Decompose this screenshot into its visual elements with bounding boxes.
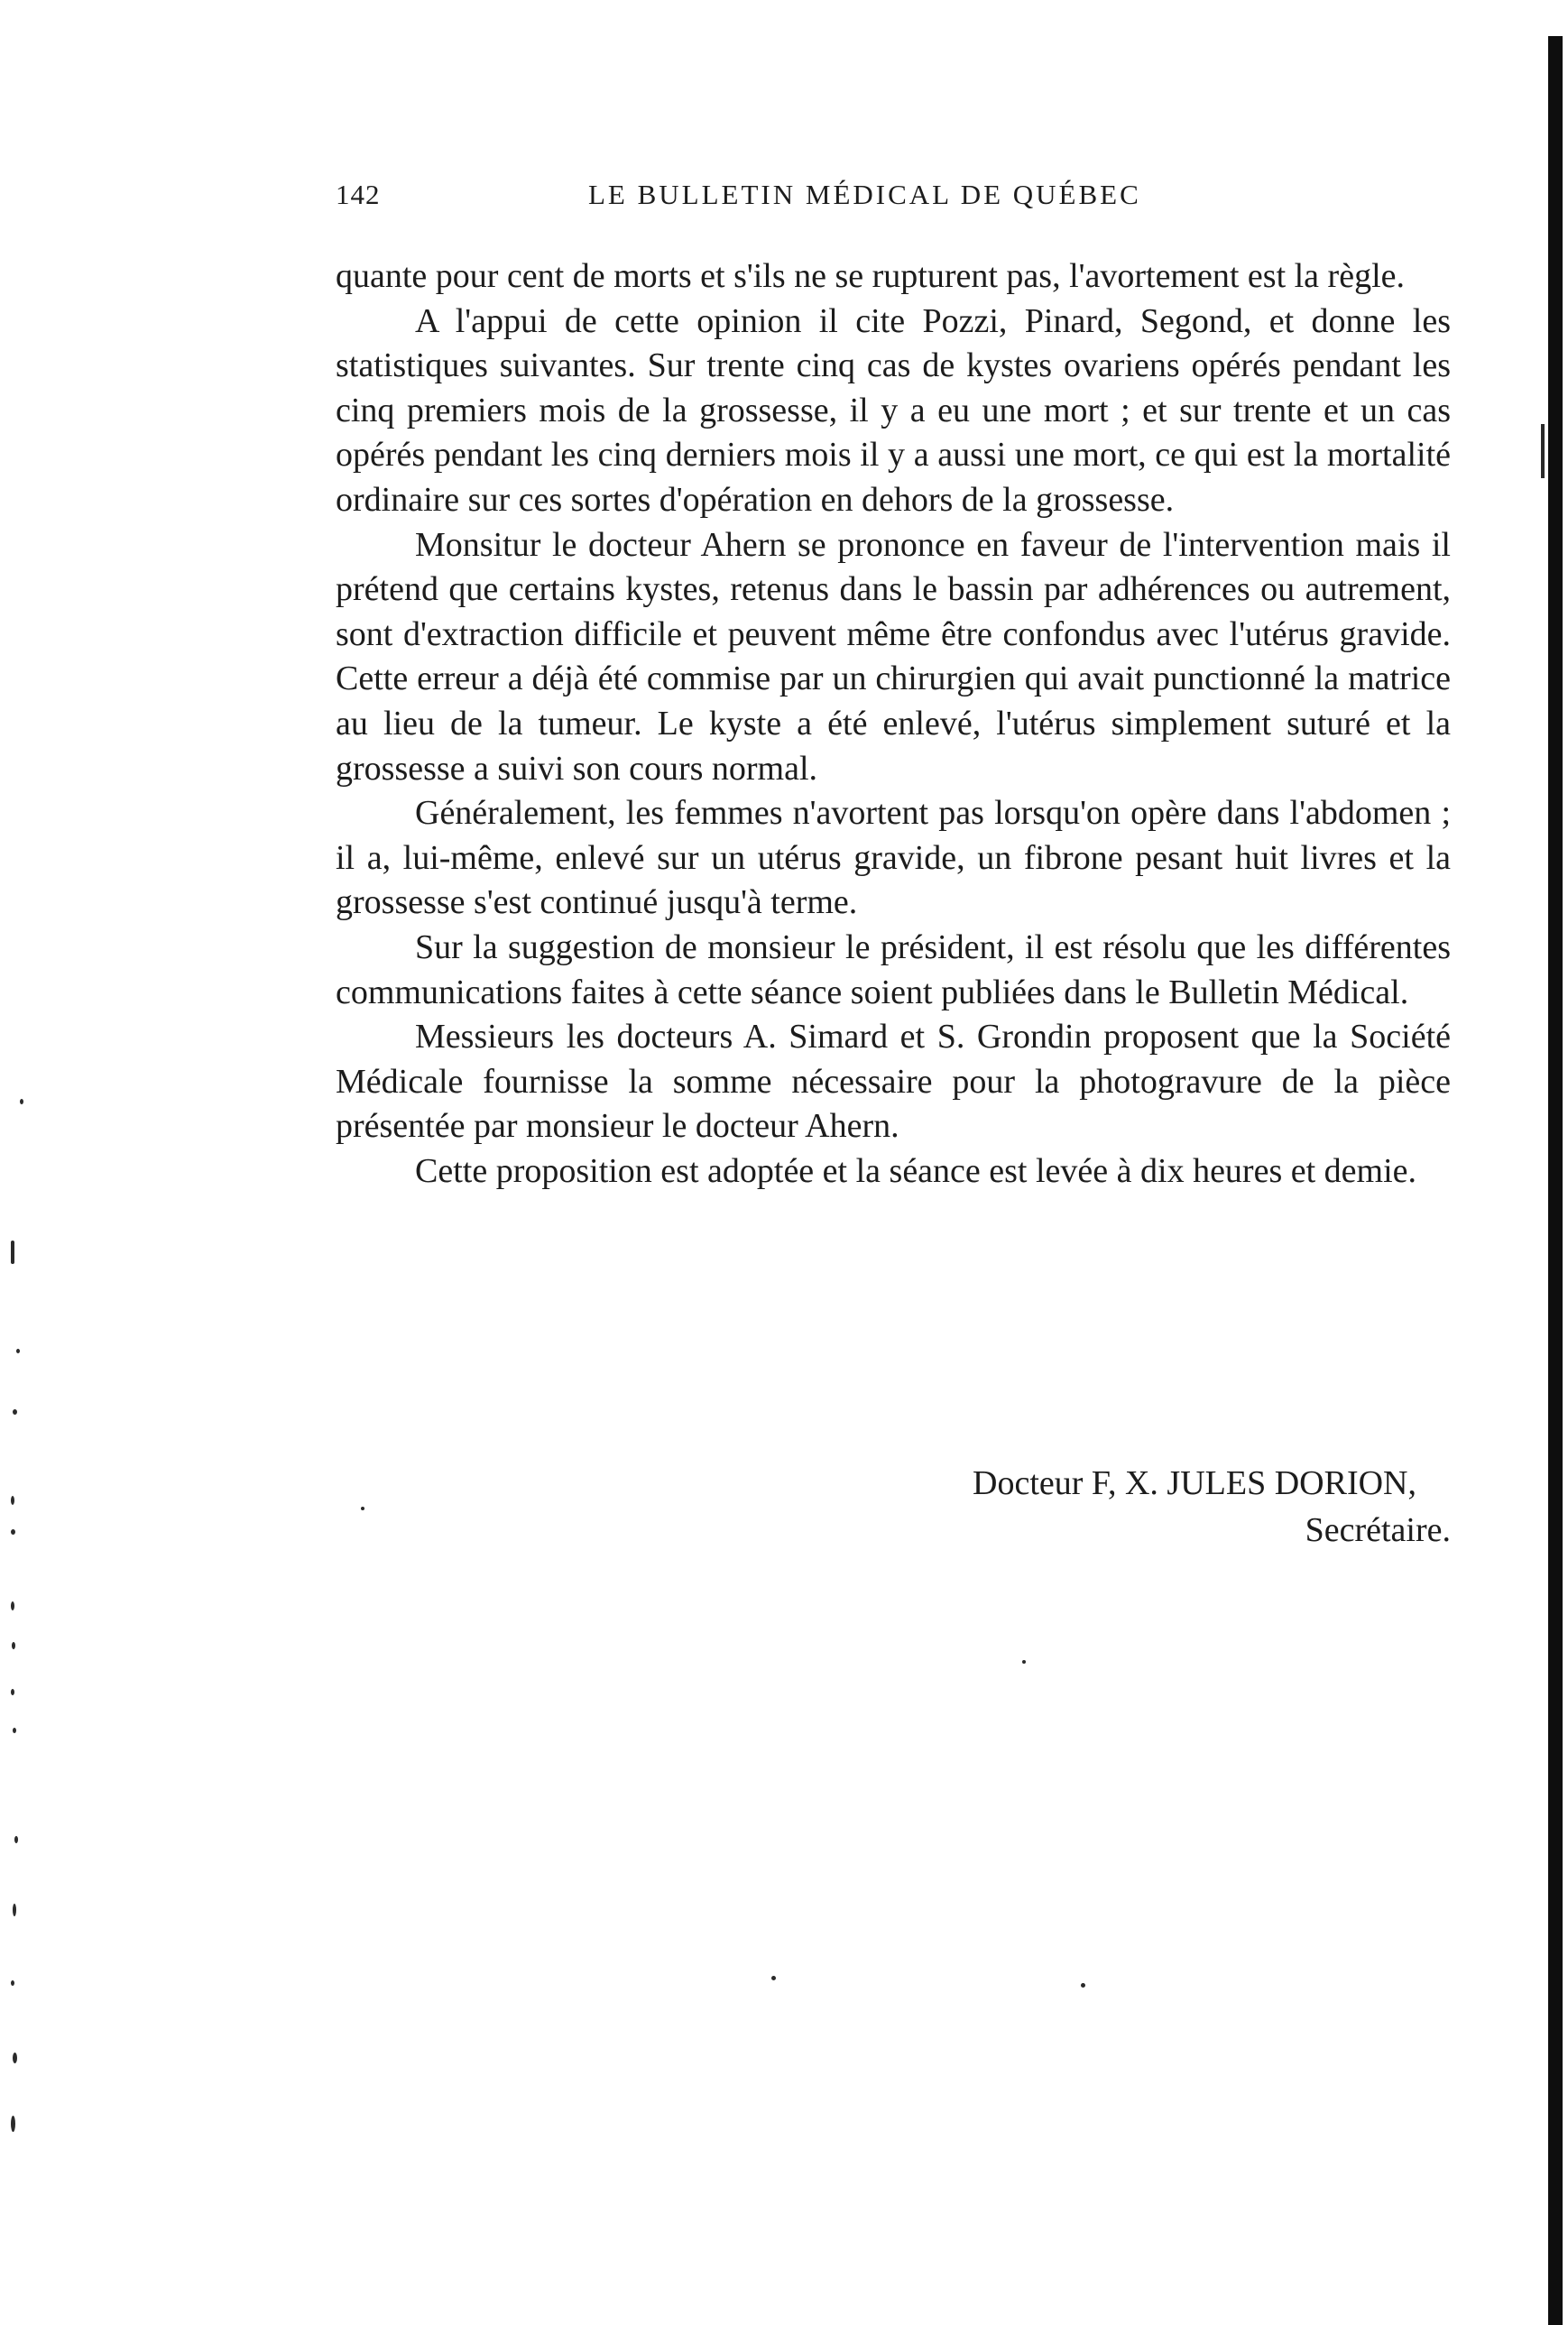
scan-speck [771,1976,776,1980]
scan-speck [13,1409,17,1415]
scan-speck [11,1241,14,1264]
signature-title: Secrétaire. [1305,1511,1451,1549]
scan-speck [13,1728,16,1733]
paragraph-ahern: Monsitur le docteur Ahern se prononce en faveur de l'intervention mais il prétend que certains kystes, retenus dans le bassin par adhérences ou autrement, sont d'extraction difficile et peuvent même être confondus avec l'utérus gravide. Cette erreur a déjà été commise par un chirurgien qui avait punctionné la matrice au lieu de la tumeur. Le kyste a été enlevé, l'utérus simplement suturé et la grossesse a suivi son cours normal. [336,525,1451,788]
paragraph-generalement: Généralement, les femmes n'avortent pas lorsqu'on opère dans l'abdomen ; il a, lui-même, enlevé sur un utérus gravide, un fibrone pesant huit livres et la grossesse s'est continué jusqu'à terme. [336,794,1451,922]
scan-speck [13,2053,17,2063]
scan-speck [11,1980,14,1986]
paragraph-statistics: A l'appui de cette opinion il cite Pozzi, Pinard, Segond, et donne les statistiques suivantes. Sur trente cinq cas de kystes ovariens opérés pendant les cinq premiers mois de la grossesse, il y a eu une mort ; et sur trente et un cas opérés pendant les cinq derniers mois il y a aussi une mort, ce qui est la mortalité ordinaire sur ces sortes d'opération en dehors de la grossesse. [336,301,1451,519]
paragraph-suggestion: Sur la suggestion de monsieur le président, il est résolu que les différentes communications faites à cette séance soient publiées dans le Bulletin Médical. [336,927,1451,1011]
scan-speck [11,2116,15,2132]
running-title: LE BULLETIN MÉDICAL DE QUÉBEC [588,179,1141,210]
scan-speck [14,1836,18,1843]
scan-speck [20,1099,23,1104]
scan-speck [11,1496,14,1505]
scan-speck [16,1349,20,1353]
scan-speck [11,1601,14,1610]
scan-speck [11,1689,14,1695]
scan-speck [12,1642,15,1649]
scan-speck [11,1529,15,1535]
page-number: 142 [336,179,381,210]
signature-block [336,1460,1451,1554]
paragraph-continuation: quante pour cent de morts et s'ils ne se rupturent pas, l'avortement est la règle. [336,257,1405,295]
paragraph-adjournment: Cette proposition est adoptée et la séance est levée à dix heures et demie. [415,1151,1417,1190]
scan-speck [361,1507,364,1510]
body-text [336,254,1451,1194]
scan-speck [1081,1983,1085,1988]
page-header [336,179,1451,222]
scan-edge-mark [1541,424,1545,478]
scan-speck [1022,1660,1026,1664]
paragraph-proposal: Messieurs les docteurs A. Simard et S. Grondin proposent que la Société Médicale fournisse la somme nécessaire pour la photogravure de la pièce présentée par monsieur le docteur Ahern. [336,1018,1451,1146]
scan-speck [13,1904,16,1916]
scan-edge-shadow [1548,36,1563,2325]
signature-name: Docteur F, X. JULES DORION, [973,1464,1416,1502]
